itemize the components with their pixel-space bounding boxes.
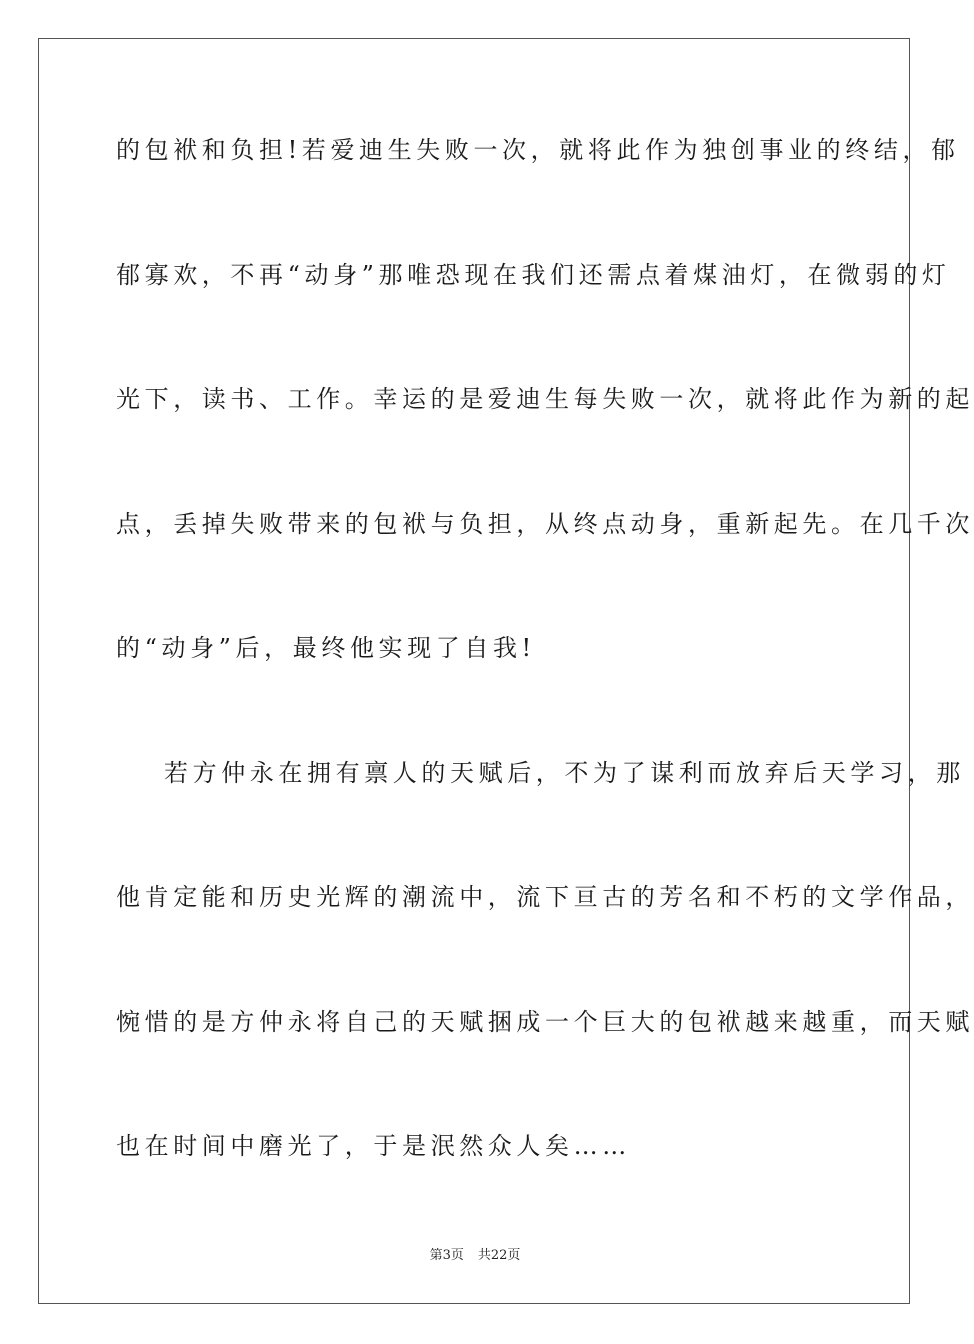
page-footer <box>0 1248 950 1264</box>
paragraph-line-7: 他肯定能和历史光辉的潮流中，流下亘古的芳名和不朽的文学作品， <box>116 883 974 911</box>
paragraph-line-5: 的“动身”后，最终他实现了自我! <box>116 634 536 662</box>
paragraph-line-1: 的包袱和负担!若爱迪生失败一次，就将此作为独创事业的终结，郁 <box>116 136 960 164</box>
current-page-number: 第3页 <box>429 1248 464 1263</box>
paragraph-line-8: 惋惜的是方仲永将自己的天赋捆成一个巨大的包袱越来越重，而天赋 <box>116 1008 974 1036</box>
paragraph-line-9: 也在时间中磨光了，于是泯然众人矣…… <box>116 1132 631 1160</box>
paragraph-line-2: 郁寡欢，不再“动身”那唯恐现在我们还需点着煤油灯，在微弱的灯 <box>116 261 951 289</box>
paragraph-line-4: 点，丢掉失败带来的包袱与负担，从终点动身，重新起先。在几千次 <box>116 510 974 538</box>
total-page-count: 共22页 <box>477 1248 521 1263</box>
paragraph-line-6: 若方仲永在拥有禀人的天赋后，不为了谋利而放弃后天学习，那 <box>164 759 965 787</box>
page-border <box>38 38 974 1304</box>
paragraph-line-3: 光下，读书、工作。幸运的是爱迪生每失败一次，就将此作为新的起 <box>116 385 974 413</box>
